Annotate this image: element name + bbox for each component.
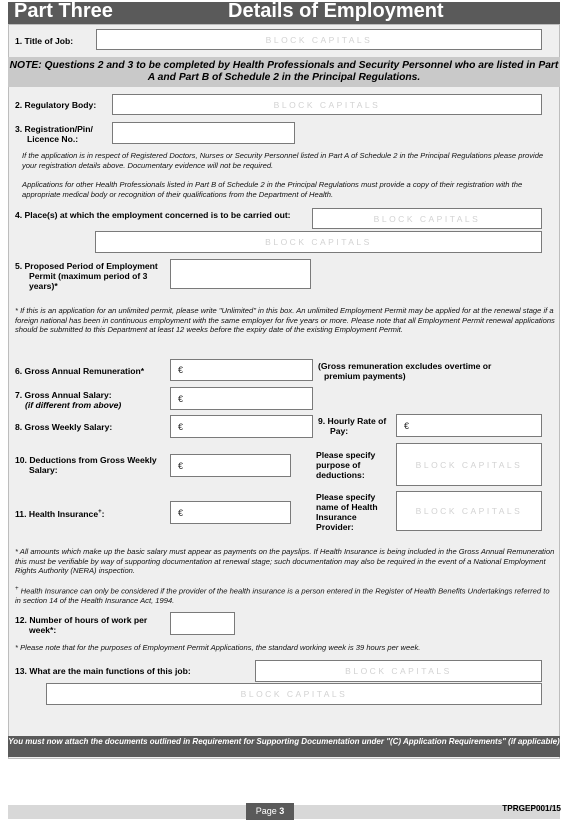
info-unlimited-permit: * If this is an application for an unlimited permit, please write "Unlimited" in this box. An unlimited Employment Permit may be applied for at the renewal stage if a foreign national has been in continuous employment with the same employer for five years or more. Please note that all Employment Permit renewal applications should be submitted to this Department at least 12 weeks before the expiry date of the existing Employment Permit. — [15, 306, 555, 335]
euro-symbol: € — [178, 460, 184, 471]
q12-label — [15, 615, 147, 635]
q12-label-line1: 12. Number of hours of work per — [15, 615, 148, 625]
employment-place-placeholder-1: BLOCK CAPITALS — [373, 213, 481, 224]
deductions-purpose-field[interactable] — [396, 443, 542, 486]
euro-symbol: € — [178, 393, 184, 404]
job-functions-placeholder-2: BLOCK CAPITALS — [240, 689, 348, 699]
page-number: 3 — [279, 806, 285, 816]
job-title-field[interactable] — [96, 29, 542, 50]
q7-label — [15, 390, 121, 410]
q6-label: 6. Gross Annual Remuneration* — [15, 366, 145, 376]
health-insurance-field[interactable] — [170, 501, 291, 524]
info-standard-week: * Please note that for the purposes of Employment Permit Applications, the standard working week is 39 hours per week. — [15, 643, 421, 652]
gross-annual-remuneration-field[interactable] — [170, 359, 313, 381]
q9-label-line1: 9. Hourly Rate of — [318, 416, 387, 426]
q11-specify-line4: Provider: — [316, 522, 354, 532]
section-title: Details of Employment — [228, 0, 444, 22]
note-text: NOTE: Questions 2 and 3 to be completed by Health Professionals and Security Personnel who are listed in Part A and Part B of Schedule 2 in the Principal Regulations. — [9, 60, 559, 83]
q7-label-line2: (if different from above) — [25, 400, 122, 410]
q6-note — [318, 361, 491, 381]
regulatory-body-placeholder: BLOCK CAPITALS — [273, 99, 381, 110]
q10-specify-line2: purpose of — [316, 460, 361, 470]
euro-symbol: € — [178, 421, 184, 432]
job-functions-field-1[interactable] — [255, 660, 542, 682]
q9-label — [318, 416, 386, 436]
employment-place-field-1[interactable] — [312, 208, 542, 229]
page-number-box — [246, 803, 294, 820]
part-label: Part Three — [14, 0, 113, 22]
info5-text: Health Insurance can only be considered if the provider of the health insurance is a person entered in the Register of Health Benefits Undertakings referred to in section 14 of the Health Insurance Act, 1994. — [15, 586, 550, 606]
q6-note-line1: (Gross remuneration excludes overtime or — [318, 361, 492, 371]
q7-label-line1: 7. Gross Annual Salary: — [15, 390, 112, 400]
q3-label-line2: Licence No.: — [27, 134, 79, 144]
gross-weekly-salary-field[interactable] — [170, 415, 313, 438]
attach-documents-text: You must now attach the documents outlined in Requirement for Supporting Documentation under "(C) Application Requirements" (if applicable) — [8, 737, 560, 746]
info-other-professionals: Applications for other Health Professionals listed in Part B of Schedule 2 in the Principal Regulations must provide a copy of their registration with the appropriate medical body or recognition of their qualifications from the Department of Health. — [22, 180, 523, 199]
q11-specify-label — [316, 492, 378, 532]
q11-footnote-mark: + — [98, 509, 102, 515]
job-functions-placeholder-1: BLOCK CAPITALS — [345, 666, 452, 676]
q12-label-line2: week*: — [29, 625, 57, 635]
weekly-hours-field[interactable] — [170, 612, 235, 635]
q9-label-line2: Pay: — [330, 426, 349, 436]
q11-specify-line2: name of Health — [316, 502, 378, 512]
euro-symbol: € — [404, 420, 410, 431]
info5-footnote-mark: + — [15, 586, 19, 592]
q10-label-line2: Salary: — [29, 465, 58, 475]
q10-label-line1: 10. Deductions from Gross Weekly — [15, 455, 157, 465]
gross-annual-salary-field[interactable] — [170, 387, 313, 410]
section-header — [8, 2, 560, 24]
q11-specify-line1: Please specify — [316, 492, 376, 502]
info-salary-payslips: * All amounts which make up the basic salary must appear as payments on the payslips. If Health Insurance is being included in the Gross Annual Remuneration this must be verifiable by way of supporting documentation at renewal stage; such documentation may also be required in the event of a National Employment Rights Authority (NERA) inspection. — [15, 547, 555, 576]
employment-place-field-2[interactable] — [95, 231, 542, 253]
q10-label — [15, 455, 157, 475]
health-insurance-provider-placeholder: BLOCK CAPITALS — [415, 506, 523, 516]
hourly-rate-field[interactable] — [396, 414, 542, 437]
q2-label: 2. Regulatory Body: — [15, 100, 97, 110]
job-title-placeholder: BLOCK CAPITALS — [265, 34, 373, 45]
q5-label-line1: 5. Proposed Period of Employment — [15, 261, 158, 271]
q6-note-line2: premium payments) — [324, 371, 406, 381]
q10-specify-line3: deductions: — [316, 470, 365, 480]
regulatory-body-field[interactable] — [112, 94, 542, 115]
q8-label: 8. Gross Weekly Salary: — [15, 422, 113, 432]
q10-specify-label — [316, 450, 375, 480]
health-insurance-provider-field[interactable] — [396, 491, 542, 531]
q5-label-line2: Permit (maximum period of 3 — [29, 271, 148, 281]
job-functions-field-2[interactable] — [46, 683, 542, 705]
page-label: Page — [255, 806, 277, 816]
info-health-insurance-register — [15, 585, 555, 606]
attach-documents-notice — [8, 736, 560, 757]
q11-label-text: 11. Health Insurance — [15, 508, 99, 519]
q1-label: 1. Title of Job: — [15, 36, 74, 46]
q13-label: 13. What are the main functions of this job: — [15, 666, 191, 676]
info-registered-professionals: If the application is in respect of Registered Doctors, Nurses or Security Personnel listed in Part A of Schedule 2 in the Principal Regulations please provide your registration details above. Documentary evidence will not be required. — [22, 151, 544, 170]
form-code: TPRGEP001/15 — [502, 804, 561, 813]
q3-label — [15, 124, 93, 144]
euro-symbol: € — [178, 365, 184, 375]
deductions-field[interactable] — [170, 454, 291, 477]
permit-period-field[interactable] — [170, 259, 311, 289]
registration-number-field[interactable] — [112, 122, 295, 144]
q11-specify-line3: Insurance — [316, 512, 357, 522]
q3-label-line1: 3. Registration/Pin/ — [15, 124, 93, 134]
note-band — [8, 57, 560, 87]
q5-label — [15, 261, 158, 291]
q4-label: 4. Place(s) at which the employment concerned is to be carried out: — [15, 210, 291, 220]
deductions-purpose-placeholder: BLOCK CAPITALS — [415, 459, 523, 470]
employment-place-placeholder-2: BLOCK CAPITALS — [265, 237, 372, 247]
euro-symbol: € — [178, 507, 184, 518]
q10-specify-line1: Please specify — [316, 450, 376, 460]
q11-label — [15, 507, 105, 519]
q5-label-line3: years)* — [29, 281, 58, 291]
q11-label-colon: : — [101, 508, 105, 519]
